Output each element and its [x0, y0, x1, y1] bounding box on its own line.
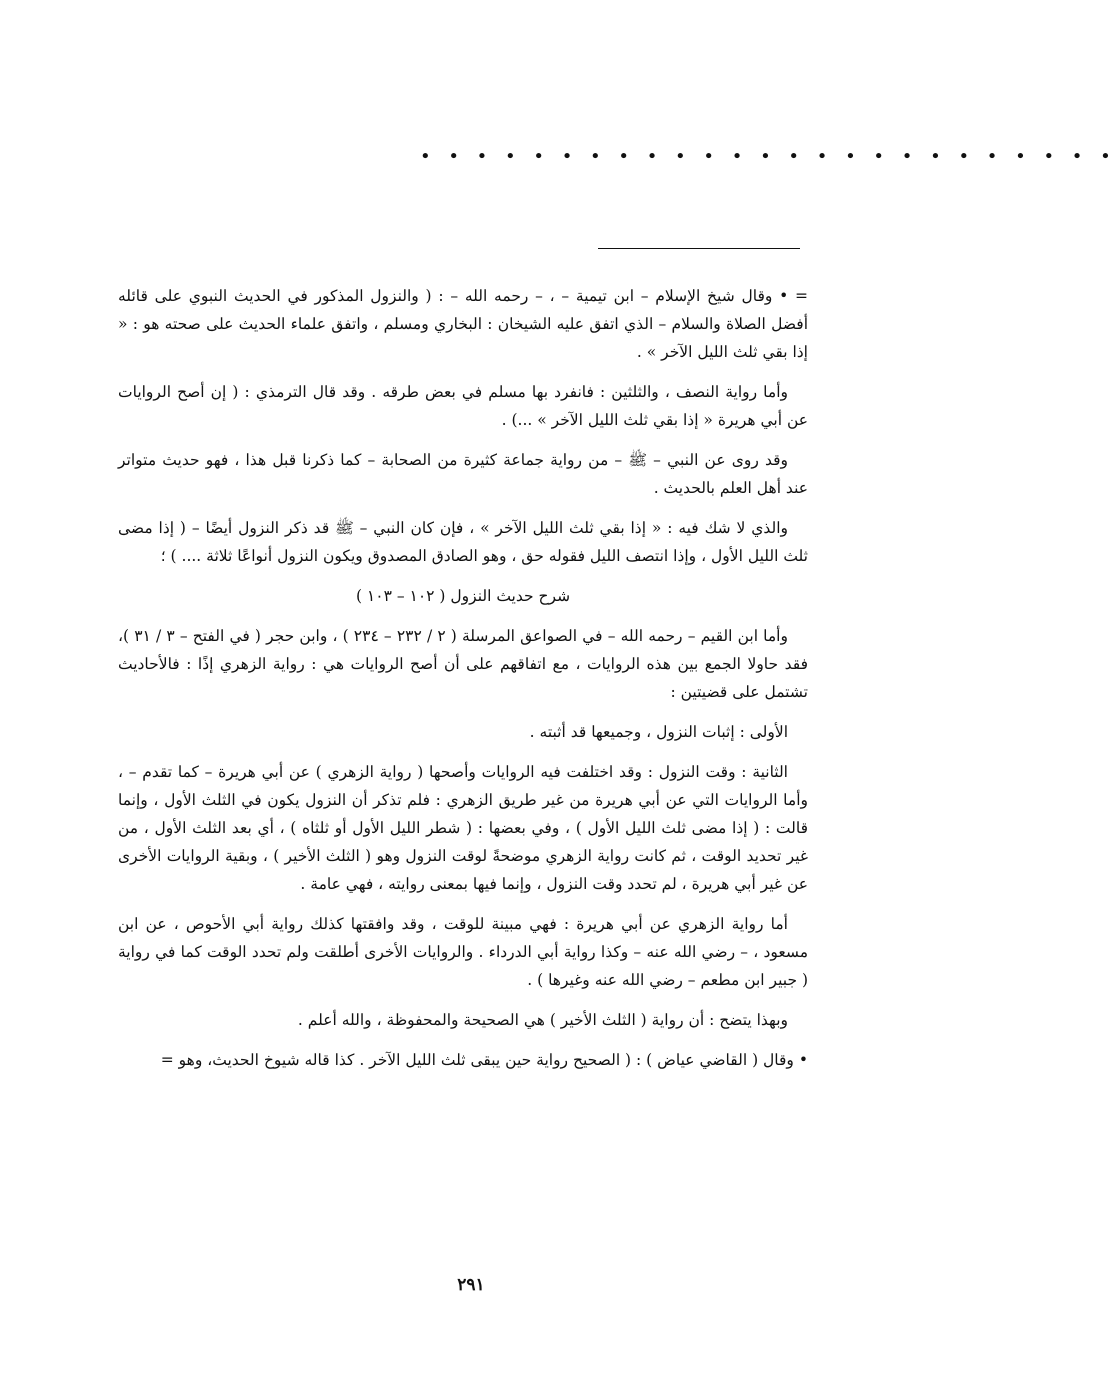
source-citation: شرح حديث النزول ( ١٠٢ – ١٠٣ ) — [355, 587, 571, 605]
paragraph-mutawatir: وقد روى عن النبي – ﷺ – من رواية جماعة كثيرة من الصحابة – كما ذكرنا قبل هذا ، فهو حديث متواتر عند أهل العلم بالحديث . — [118, 451, 808, 497]
paragraph-first-issue: الأولى : إثبات النزول ، وجميعها قد أثبته . — [529, 723, 788, 741]
footnote-separator-rule — [598, 248, 800, 249]
paragraph-ibn-taymiyya-quote: = • وقال شيخ الإسلام – ابن تيمية – ، – رحمه الله – : ( والنزول المذكور في الحديث النبوي على قائله أفضل الصلاة والسلام – الذي اتفق عليه الشيخان : البخاري ومسلم ، واتفق علماء الحديث على صحته هو : « إذا بقي ثلث الليل الآخر » . — [118, 287, 808, 361]
page-number: ٢٩١ — [457, 1275, 485, 1295]
paragraph-zuhri-narration: أما رواية الزهري عن أبي هريرة : فهي مبينة للوقت ، وقد وافقتها كذلك رواية أبي الأحوص ، عن ابن مسعود ، – رضي الله عنه – وكذا رواية أبي الدرداء . والروايات الأخرى أطلقت ولم تحدد الوقت كما في رواية ( جبير ابن مطعم – رضي الله عنه وغيرها ) . — [118, 915, 808, 989]
paragraph-no-doubt: والذي لا شك فيه : « إذا بقي ثلث الليل الآخر » ، فإن كان النبي – ﷺ قد ذكر النزول أيضًا – ( إذا مضى ثلث الليل الأول ، وإذا انتصف الليل فقوله حق ، وهو الصادق المصدوق ويكون النزول أنواعًا ثلاثة .... ) ؛ — [118, 519, 808, 565]
paragraph-second-issue: الثانية : وقت النزول : وقد اختلفت فيه الروايات وأصحها ( رواية الزهري ) عن أبي هريرة – كما تقدم – ، وأما الروايات التي عن أبي هريرة من غير طريق الزهري : فلم تذكر أن النزول يكون في الثلث الأول ، وإنما قالت : ( إذا مضى ثلث الليل الأول ) ، وفي بعضها : ( شطر الليل الأول أو ثلثاه ) ، أي بعد الثلث الأول ، من غير تحديد الوقت ، ثم كانت رواية الزهري موضحةً لوقت النزول وهو ( الثلث الأخير ) ، وبقية الروايات الأخرى عن غير أبي هريرة ، لم تحدد وقت النزول ، وإنما فيها بمعنى روايته ، فهي عامة . — [118, 763, 808, 893]
paragraph-conclusion: وبهذا يتضح : أن رواية ( الثلث الأخير ) هي الصحيحة والمحفوظة ، والله أعلم . — [297, 1011, 788, 1029]
decorative-dot-divider: • • • • • • • • • • • • • • • • • • • • • • • • • — [420, 146, 1117, 167]
paragraph-qadi-iyad: • وقال ( القاضي عياض ) : ( الصحيح رواية حين يبقى ثلث الليل الآخر . كذا قاله شيوخ الحديث، وهو = — [160, 1051, 808, 1069]
footnote-text-body — [118, 282, 808, 1086]
paragraph-half-and-two-thirds: وأما رواية النصف ، والثلثين : فانفرد بها مسلم في بعض طرقه . وقد قال الترمذي : ( إن أصح الروايات عن أبي هريرة « إذا بقي ثلث الليل الآخر » ...) . — [118, 383, 808, 429]
paragraph-ibn-qayyim-ibn-hajar: وأما ابن القيم – رحمه الله – في الصواعق المرسلة ( ٢ / ٢٣٢ – ٢٣٤ ) ، وابن حجر ( في الفتح – ٣ / ٣١ )، فقد حاولا الجمع بين هذه الروايات ، مع اتفاقهم على أن أصح الروايات هي : رواية الزهري إذًا : فالأحاديث تشتمل على قضيتين : — [118, 627, 808, 701]
